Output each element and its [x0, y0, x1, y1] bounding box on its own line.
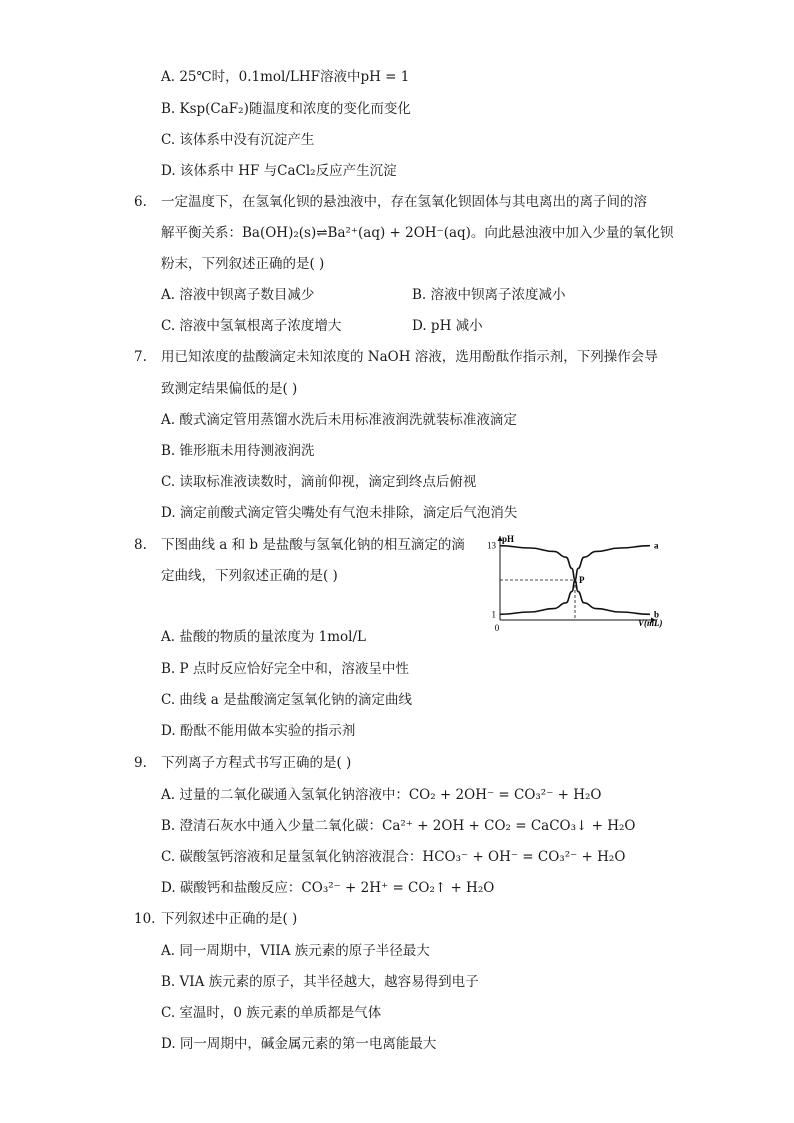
q6-stem-3: 粉末，下列叙述正确的是( )	[161, 256, 325, 272]
origin-label: 0	[494, 623, 500, 633]
q10-number: 10.	[134, 911, 156, 927]
q10-option-d: D. 同一周期中，碱金属元素的第一电离能最大	[161, 1036, 437, 1052]
q8-number: 8.	[134, 537, 147, 553]
q7-option-a: A. 酸式滴定管用蒸馏水洗后未用标准液润洗就装标准液滴定	[161, 412, 517, 428]
x-axis-label: V(mL)	[638, 618, 663, 628]
q9-option-b: B. 澄清石灰水中通入少量二氧化碳：Ca²⁺ + 2OH + CO₂ = CaCO₃↓ + H₂O	[161, 818, 636, 834]
q7-stem-2: 致测定结果偏低的是( )	[161, 381, 298, 397]
series-label-b: b	[654, 609, 660, 620]
titration-curve-chart	[482, 532, 667, 634]
q7-stem-1: 用已知浓度的盐酸滴定未知浓度的 NaOH 溶液，选用酚酞作指示剂，下列操作会导	[161, 349, 658, 365]
q9-option-a: A. 过量的二氧化碳通入氢氧化钠溶液中：CO₂ + 2OH⁻ = CO₃²⁻ + H₂O	[161, 787, 602, 803]
q7-option-c: C. 读取标准液读数时，滴前仰视，滴定到终点后俯视	[161, 474, 477, 490]
q6-option-c: C. 溶液中氢氧根离子浓度增大	[161, 318, 342, 334]
q10-stem: 下列叙述中正确的是( )	[161, 911, 298, 927]
q10-option-a: A. 同一周期中，VIIA 族元素的原子半径最大	[161, 943, 430, 959]
q9-number: 9.	[134, 755, 147, 771]
q6-option-a: A. 溶液中钡离子数目减少	[161, 287, 315, 303]
y-tick-1: 1	[491, 609, 496, 620]
q6-stem-2: 解平衡关系：Ba(OH)₂(s)⇌Ba²⁺(aq) + 2OH⁻(aq)。向此悬浊液中加入少量的氧化钡	[161, 225, 674, 241]
q8-option-b: B. P 点时反应恰好完全中和，溶液呈中性	[161, 661, 409, 677]
q6-option-d: D. pH 减小	[412, 318, 483, 334]
q7-option-d: D. 滴定前酸式滴定管尖嘴处有气泡未排除，滴定后气泡消失	[161, 505, 518, 521]
series-label-a: a	[654, 540, 659, 551]
y-tick-13: 13	[487, 540, 496, 551]
q8-stem-2: 定曲线，下列叙述正确的是( )	[161, 568, 338, 584]
q8-option-c: C. 曲线 a 是盐酸滴定氢氧化钠的滴定曲线	[161, 692, 413, 708]
q5-option-b: B. Ksp(CaF₂)随温度和浓度的变化而变化	[161, 101, 411, 117]
q7-option-b: B. 锥形瓶未用待测液润洗	[161, 443, 315, 459]
q7-number: 7.	[134, 349, 147, 365]
q6-option-b: B. 溶液中钡离子浓度减小	[412, 287, 566, 303]
q9-option-d: D. 碳酸钙和盐酸反应：CO₃²⁻ + 2H⁺ = CO₂↑ + H₂O	[161, 880, 495, 896]
q6-stem-1: 一定温度下，在氢氧化钡的悬浊液中，存在氢氧化钡固体与其电离出的离子间的溶	[161, 194, 647, 210]
point-p-label: P	[579, 575, 585, 585]
y-axis-label: pH	[502, 534, 515, 544]
q8-stem-1: 下图曲线 a 和 b 是盐酸与氢氧化钠的相互滴定的滴	[161, 537, 465, 553]
q5-option-d: D. 该体系中 HF 与CaCl₂反应产生沉淀	[161, 163, 397, 179]
q10-option-c: C. 室温时，0 族元素的单质都是气体	[161, 1005, 382, 1021]
q9-stem: 下列离子方程式书写正确的是( )	[161, 755, 352, 771]
q9-option-c: C. 碳酸氢钙溶液和足量氢氧化钠溶液混合：HCO₃⁻ + OH⁻ = CO₃²⁻ + H₂O	[161, 849, 626, 865]
q8-option-d: D. 酚酞不能用做本实验的指示剂	[161, 723, 356, 739]
q5-option-c: C. 该体系中没有沉淀产生	[161, 132, 315, 148]
q6-number: 6.	[134, 194, 147, 210]
q5-option-a: A. 25℃时，0.1mol/LHF溶液中pH = 1	[161, 69, 410, 85]
q8-option-a: A. 盐酸的物质的量浓度为 1mol/L	[161, 629, 366, 645]
q10-option-b: B. VIA 族元素的原子，其半径越大，越容易得到电子	[161, 974, 479, 990]
